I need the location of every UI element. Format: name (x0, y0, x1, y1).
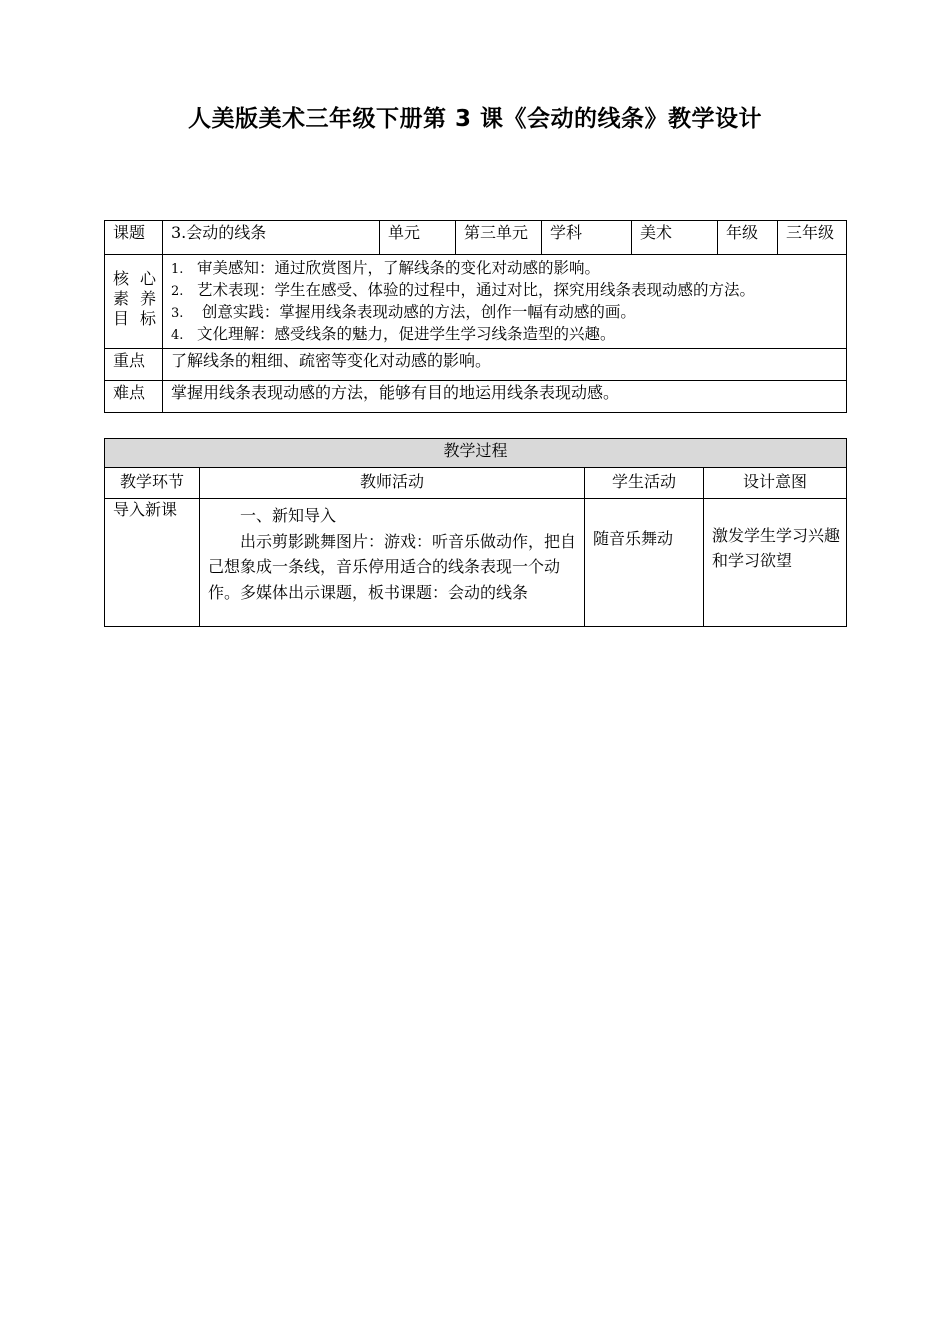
difficulty-label: 难点 (105, 381, 163, 413)
design-intent-cell: 激发学生学习兴趣和学习欲望 (704, 499, 847, 627)
teacher-activity-cell (200, 499, 585, 627)
topic-text: 会动的线条 (186, 223, 267, 242)
key-point-label: 重点 (105, 349, 163, 381)
stage-cell: 导入新课 (105, 499, 200, 627)
core-goals-list (163, 255, 847, 349)
goal-number: 1. (171, 262, 184, 277)
subject-value: 美术 (632, 221, 718, 255)
info-row-key-point (105, 349, 847, 381)
topic-value (163, 221, 380, 255)
column-header-stage: 教学环节 (105, 468, 200, 499)
goal-item (171, 324, 840, 346)
column-header-student: 学生活动 (585, 468, 704, 499)
page-title: 人美版美术三年级下册第 3 课《会动的线条》教学设计 (187, 106, 763, 132)
info-row-topic (105, 221, 847, 255)
student-activity-cell: 随音乐舞动 (585, 499, 704, 627)
process-header-row (105, 439, 847, 468)
column-header-teacher: 教师活动 (200, 468, 585, 499)
teacher-activity-body: 出示剪影跳舞图片：游戏：听音乐做动作，把自己想象成一条线，音乐停用适合的线条表现一个动作。多媒体出示课题，板书课题：会动的线条 (208, 531, 577, 602)
topic-label: 课题 (105, 221, 163, 255)
goal-number: 4. (171, 328, 184, 343)
goal-text: 文化理解：感受线条的魅力，促进学生学习线条造型的兴趣。 (197, 325, 616, 343)
grade-label: 年级 (718, 221, 778, 255)
core-label-line-3: 目标 (113, 309, 156, 328)
goal-item (171, 258, 840, 280)
process-row-intro (105, 499, 847, 627)
column-header-intent: 设计意图 (704, 468, 847, 499)
goal-text: 审美感知：通过欣赏图片，了解线条的变化对动感的影响。 (197, 259, 601, 277)
core-goals-label (105, 255, 163, 349)
key-point-value: 了解线条的粗细、疏密等变化对动感的影响。 (163, 349, 847, 381)
teaching-process-table (104, 438, 847, 627)
topic-number: 3. (171, 223, 187, 242)
difficulty-value: 掌握用线条表现动感的方法，能够有目的地运用线条表现动感。 (163, 381, 847, 413)
goal-item (171, 302, 840, 324)
unit-value: 第三单元 (456, 221, 542, 255)
teacher-activity-heading: 一、新知导入 (240, 506, 337, 525)
process-column-row (105, 468, 847, 499)
info-row-difficulty (105, 381, 847, 413)
unit-label: 单元 (380, 221, 456, 255)
grade-value: 三年级 (778, 221, 847, 255)
subject-label: 学科 (542, 221, 632, 255)
lesson-info-table (104, 220, 847, 413)
goal-item (171, 280, 840, 302)
core-label-line-1: 核 心 (113, 269, 156, 288)
goal-text: 创意实践：掌握用线条表现动感的方法，创作一幅有动感的画。 (197, 303, 636, 321)
goal-number: 3. (171, 306, 184, 321)
core-label-line-2: 素养 (113, 289, 156, 308)
goal-number: 2. (171, 284, 184, 299)
info-row-goals (105, 255, 847, 349)
goal-text: 艺术表现：学生在感受、体验的过程中，通过对比，探究用线条表现动感的方法。 (197, 281, 756, 299)
process-header: 教学过程 (105, 439, 847, 468)
